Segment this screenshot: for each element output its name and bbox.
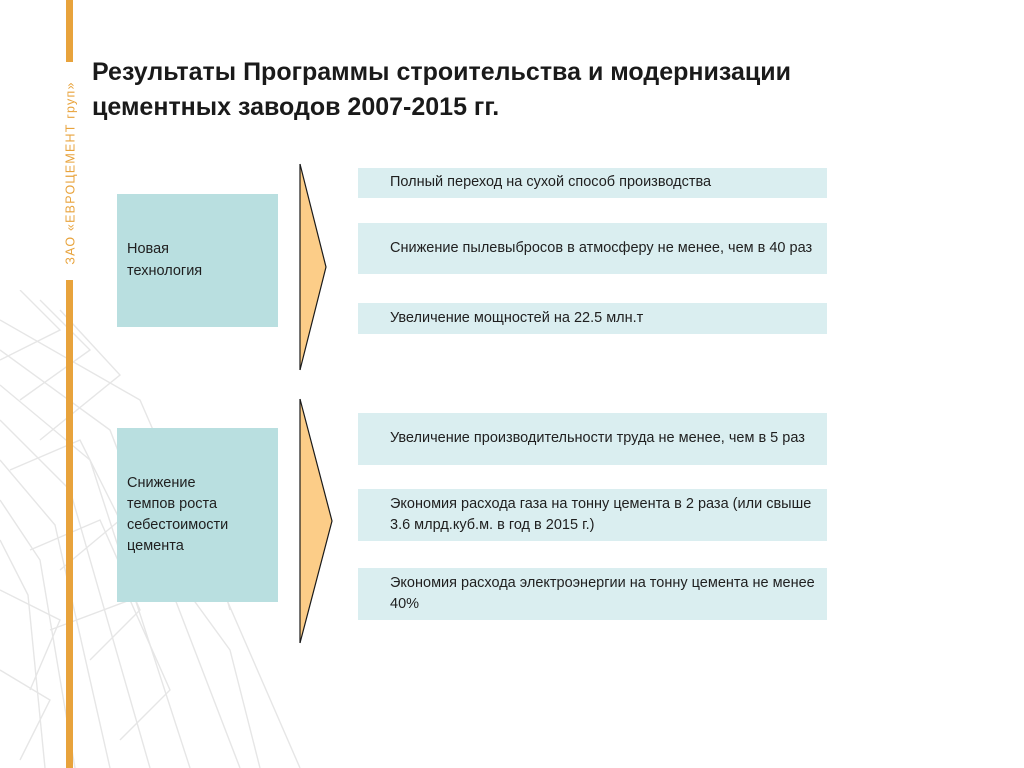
result-box: [358, 303, 827, 334]
result-box: [358, 568, 827, 620]
result-box: [358, 413, 827, 465]
brand-logo-text: [62, 70, 80, 275]
category-box-new-technology: [117, 194, 278, 327]
category-box-cost-reduction: [117, 428, 278, 602]
result-text: Полный переход на сухой способ производства: [390, 174, 712, 191]
result-box: [358, 168, 827, 198]
result-text: Увеличение производительности труда не менее, чем в 5 раз: [390, 430, 805, 447]
result-text: Экономия расхода электроэнергии на тонну цемента не менее 40%: [390, 574, 815, 612]
brand-bar-bottom: [66, 280, 73, 768]
result-text: Увеличение мощностей на 22.5 млн.т: [390, 309, 644, 326]
result-text: Экономия расхода газа на тонну цемента в 2 раза (или свыше 3.6 млрд.куб.м. в год в 2015 г.): [390, 495, 812, 533]
category-label: Снижение темпов роста себестоимости цемента: [127, 474, 229, 555]
brand-name: ЗАО «ЕВРОЦЕМЕНТ груп»: [64, 80, 79, 265]
slide-title: Результаты Программы строительства и модернизации цементных заводов 2007-2015 гг.: [92, 58, 791, 121]
brand-bar-top: [66, 0, 73, 62]
category-label: Новая технология: [127, 241, 203, 279]
chevron-arrow-icon: [298, 397, 340, 645]
result-text: Снижение пылевыбросов в атмосферу не менее, чем в 40 раз: [390, 239, 813, 256]
chevron-arrow-icon: [298, 162, 340, 372]
result-box: [358, 489, 827, 541]
result-box: [358, 223, 827, 274]
